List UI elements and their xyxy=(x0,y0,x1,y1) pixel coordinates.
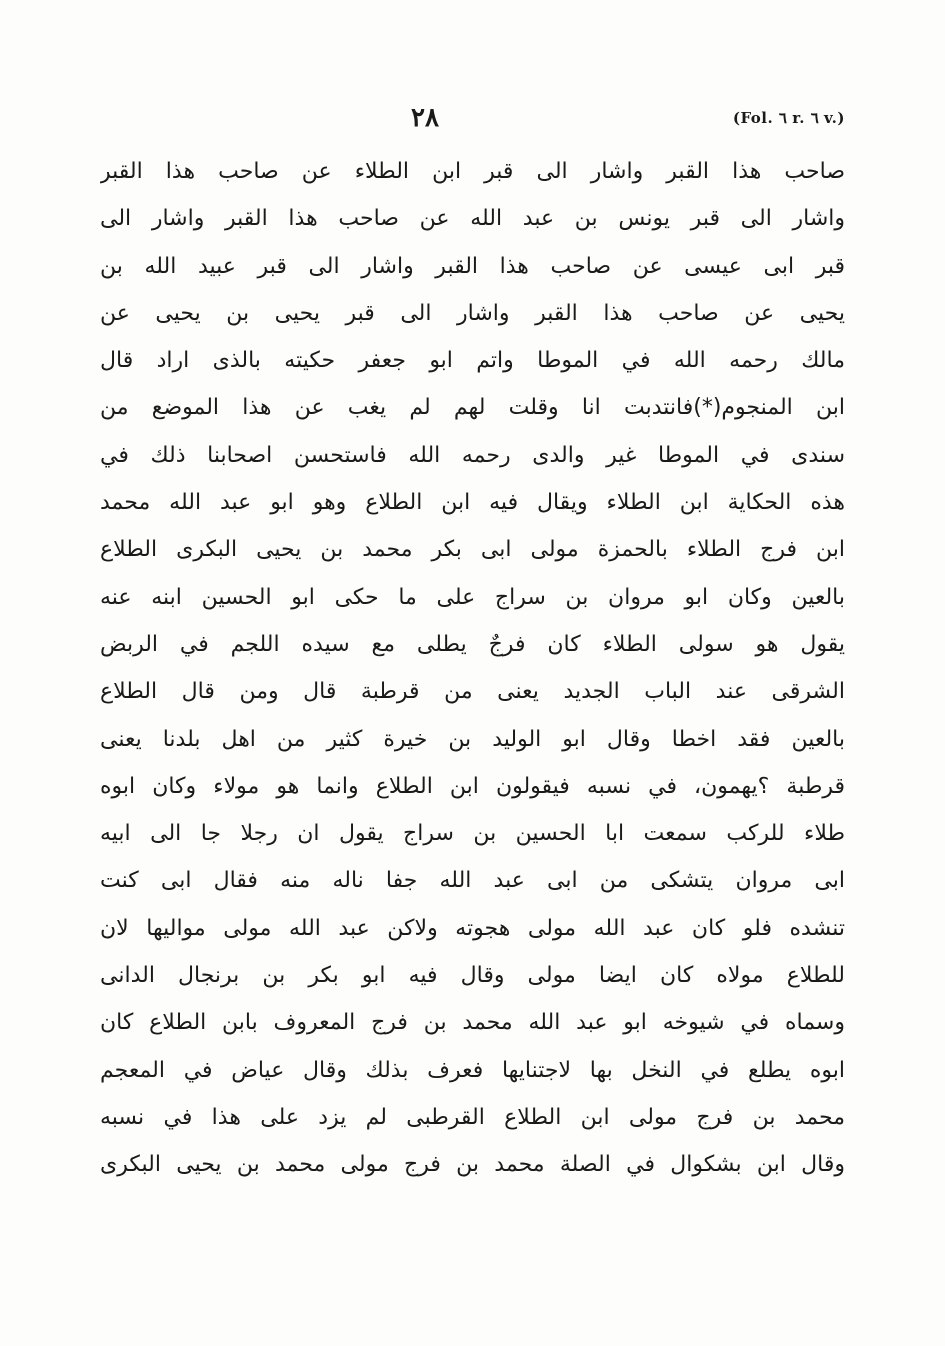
text-line: قبر ابى عيسى عن صاحب هذا القبر واشار الى قبر عبيد الله بن xyxy=(100,253,845,279)
text-line: صاحب هذا القبر واشار الى قبر ابن الطلاء عن صاحب هذا القبر xyxy=(100,159,845,184)
text-line: وقال ابن بشكوال في الصلة محمد بن فرج مولى محمد بن يحيى البكرى xyxy=(100,1152,845,1178)
folio-reference: (Fol. ٦ r. ٦ v.) xyxy=(732,109,845,127)
text-line: تنشده فلو كان عبد الله مولى هجوته ولاكن عبد الله مولى مواليها لان xyxy=(100,915,845,941)
text-line: محمد بن فرج مولى ابن الطلاع القرطبى لم يزد على هذا في نسبه xyxy=(100,1104,845,1130)
arabic-body-text xyxy=(100,148,845,1189)
text-line: واشار الى قبر يونس بن عبد الله عن صاحب هذا القبر واشار الى xyxy=(100,206,845,232)
text-line: مالك رحمه الله في الموطا واتم ابو جعفر حكيته بالذى اراد قال xyxy=(100,348,845,374)
text-line: يقول هو سولى الطلاء كان فرجٌ يطلى مع سيده اللجم في الربض xyxy=(100,631,845,657)
text-line: طلاء للركب سمعت ابا الحسين بن سراج يقول ان رجلا جا الى ابيه xyxy=(100,821,845,847)
text-line: يحيى عن صاحب هذا القبر واشار الى قبر يحيى بن يحيى عن xyxy=(100,300,845,326)
text-line: وسماه في شيوخه ابو عبد الله محمد بن فرج المعروف بابن الطلاع كان xyxy=(100,1010,845,1036)
text-line: ابوه يطلع في النخل بها لاجتنايها فعرف بذلك وقال عياض في المعجم xyxy=(100,1057,845,1083)
text-line: ابن المنجوم(*)فانتدبت انا وقلت لهم لم يغب عن هذا الموضع من xyxy=(100,395,845,421)
text-line: الشرقى عند الباب الجديد يعنى من قرطبة قال ومن قال الطلاع xyxy=(100,679,845,705)
text-line: بالعين فقد اخطا وقال ابو الوليد بن خيرة كثير من اهل بلدنا يعنى xyxy=(100,726,845,752)
text-line: بالعين وكان ابو مروان بن سراج على ما حكى ابو الحسين ابنه عنه xyxy=(100,584,845,610)
text-line: للطلاع مولاه كان ايضا مولى وقال فيه ابو بكر بن برنجال الدانى xyxy=(100,963,845,989)
text-line: هذه الحكاية ابن الطلاء ويقال فيه ابن الطلاع وهو ابو عبد الله محمد xyxy=(100,490,845,516)
text-line: سندى في الموطا غير والدى رحمه الله فاستحسن اصحابنا ذلك في xyxy=(100,442,845,468)
text-line: قرطبة ؟يهمون، في نسبه فيقولون ابن الطلاع وانما هو مولاء وكان ابوه xyxy=(100,773,845,799)
page-header xyxy=(100,98,845,138)
page-number: ٢٨ xyxy=(411,103,439,133)
text-line: ابن فرج الطلاء بالحمزة مولى ابى بكر محمد بن يحيى البكرى الطلاع xyxy=(100,537,845,563)
text-line: ابى مروان يتشكى من ابى عبد الله جفا ناله منه فقال ابى كنت xyxy=(100,868,845,894)
